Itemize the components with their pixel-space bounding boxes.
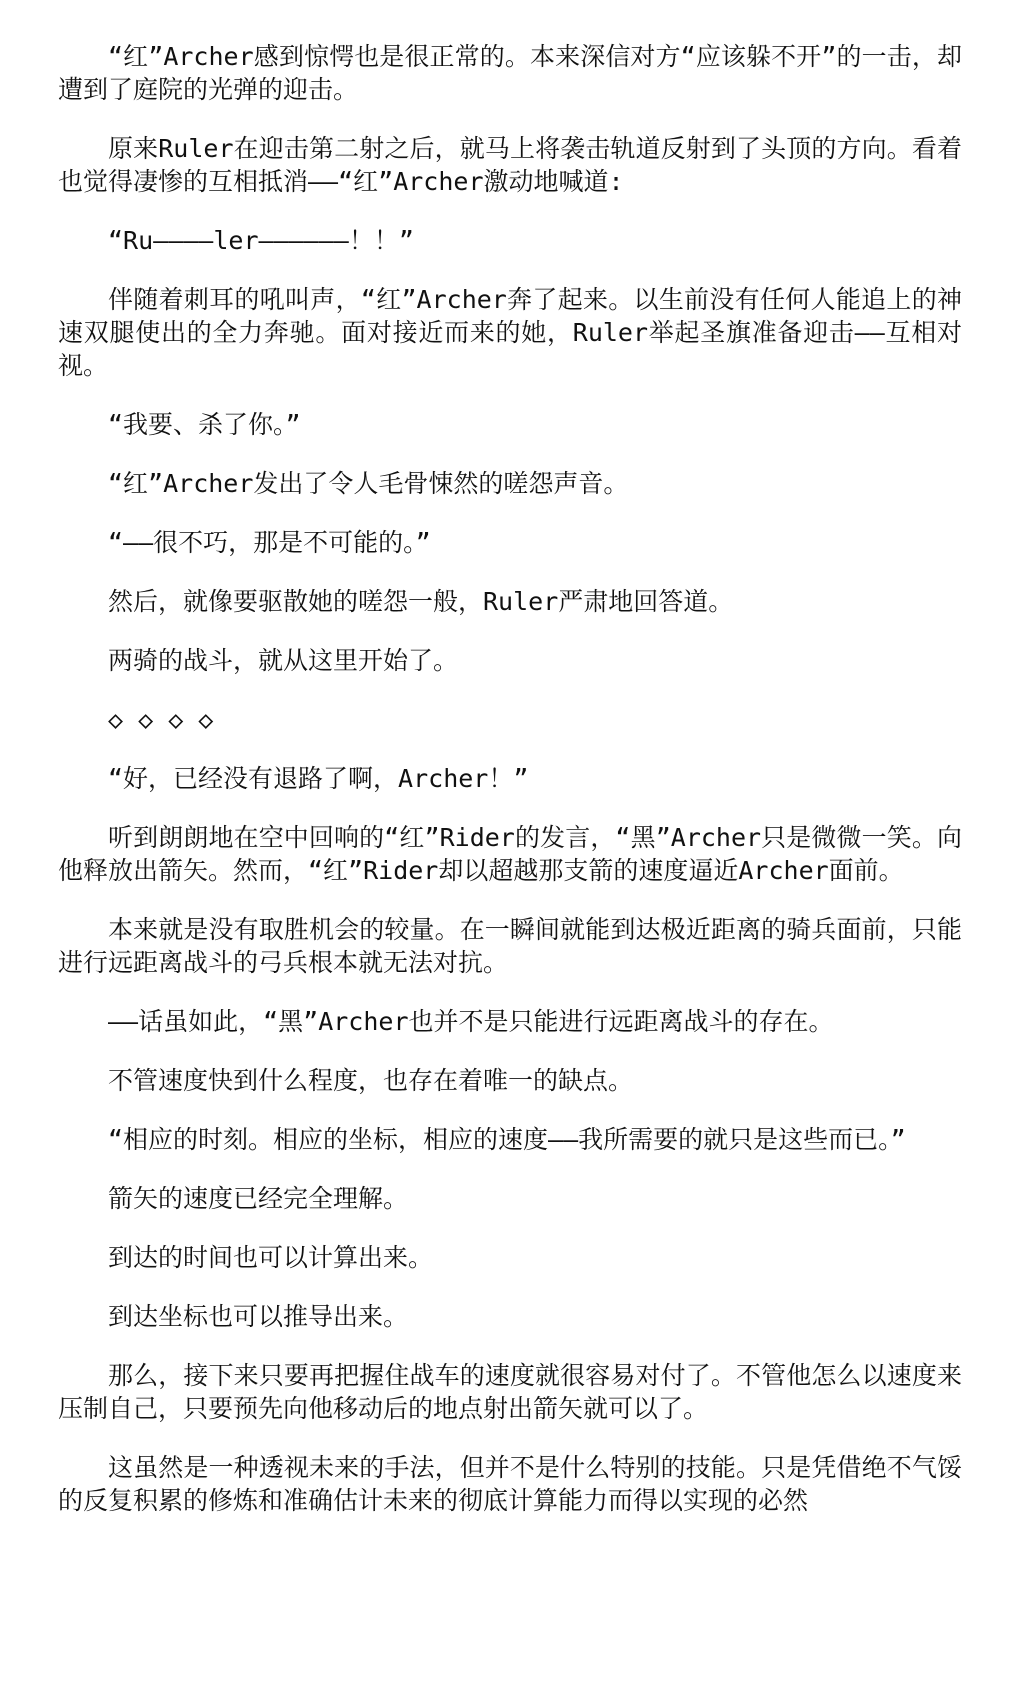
paragraph: “红”Archer发出了令人毛骨悚然的嗟怨声音。 <box>108 469 629 498</box>
paragraph: “——很不巧，那是不可能的。” <box>108 528 431 557</box>
paragraph: “红”Archer感到惊愕也是很正常的。本来深信对方“应该躲不开”的一击，却遭到了庭院的光弹的迎击。 <box>58 42 962 104</box>
scene-break: ◇ ◇ ◇ ◇ <box>108 705 214 734</box>
paragraph: 不管速度快到什么程度，也存在着唯一的缺点。 <box>108 1066 634 1095</box>
paragraph: 原来Ruler在迎击第二射之后，就马上将袭击轨道反射到了头顶的方向。看着也觉得凄惨的互相抵消——“红”Archer激动地喊道: <box>58 134 962 196</box>
paragraph: 伴随着刺耳的吼叫声，“红”Archer奔了起来。以生前没有任何人能追上的神速双腿使出的全力奔驰。面对接近而来的她，Ruler举起圣旗准备迎击——互相对视。 <box>58 285 962 380</box>
paragraph: 两骑的战斗，就从这里开始了。 <box>108 646 459 675</box>
paragraph: “Ru————ler——————！！” <box>108 226 414 255</box>
paragraph: 然后，就像要驱散她的嗟怨一般，Ruler严肃地回答道。 <box>108 587 734 616</box>
paragraph: 箭矢的速度已经完全理解。 <box>108 1184 409 1213</box>
document-page <box>58 40 962 1517</box>
paragraph: “相应的时刻。相应的坐标，相应的速度——我所需要的就只是这些而已。” <box>108 1125 906 1154</box>
paragraph: ——话虽如此，“黑”Archer也并不是只能进行远距离战斗的存在。 <box>108 1007 834 1036</box>
paragraph: 到达坐标也可以推导出来。 <box>108 1302 409 1331</box>
paragraph: “好，已经没有退路了啊，Archer！” <box>108 764 529 793</box>
paragraph: “我要、杀了你。” <box>108 410 301 439</box>
paragraph: 本来就是没有取胜机会的较量。在一瞬间就能到达极近距离的骑兵面前，只能进行远距离战斗的弓兵根本就无法对抗。 <box>58 915 962 977</box>
paragraph: 到达的时间也可以计算出来。 <box>108 1243 434 1272</box>
paragraph: 听到朗朗地在空中回响的“红”Rider的发言，“黑”Archer只是微微一笑。向他释放出箭矢。然而，“红”Rider却以超越那支箭的速度逼近Archer面前。 <box>58 823 962 885</box>
paragraph: 那么，接下来只要再把握住战车的速度就很容易对付了。不管他怎么以速度来压制自己，只要预先向他移动后的地点射出箭矢就可以了。 <box>58 1361 962 1423</box>
paragraph: 这虽然是一种透视未来的手法，但并不是什么特别的技能。只是凭借绝不气馁的反复积累的修炼和准确估计未来的彻底计算能力而得以实现的必然 <box>58 1453 962 1515</box>
